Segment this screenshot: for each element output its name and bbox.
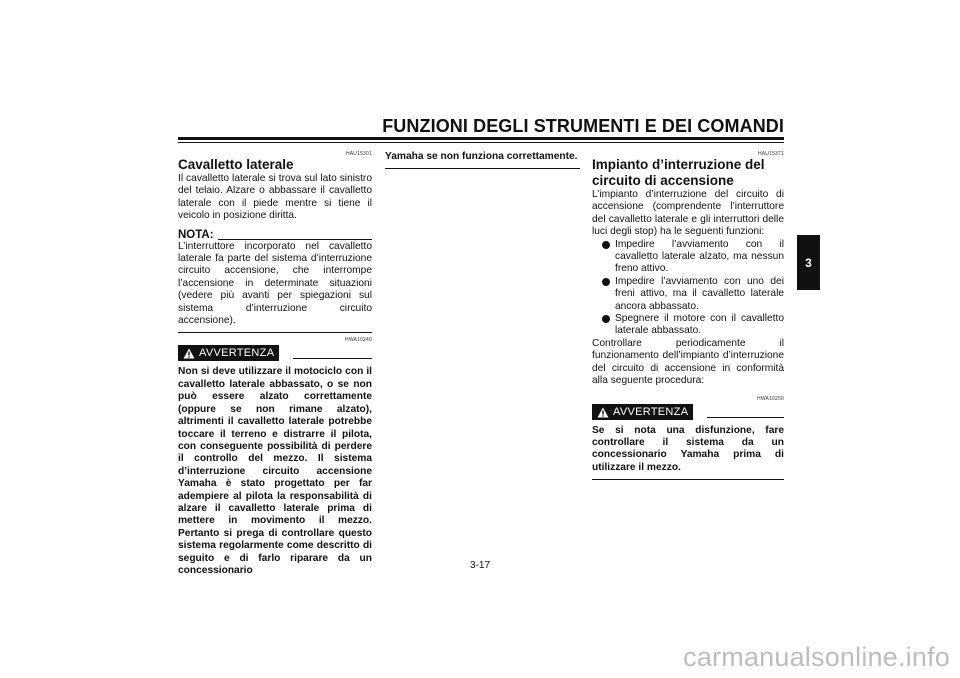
warning-header: [178, 345, 372, 361]
note-end-rule: [178, 332, 372, 333]
section-tab-label: 3: [805, 255, 812, 270]
function-list: [592, 239, 784, 338]
warning-paragraph-continued: Yamaha se non funziona correttamente.: [385, 151, 578, 162]
warning-header: [592, 404, 784, 420]
warning-badge: [178, 345, 279, 361]
bullet-icon: [602, 278, 610, 286]
column-middle: [385, 151, 580, 169]
bullet-icon: [602, 241, 610, 249]
note-label: NOTA:: [178, 228, 214, 241]
warning-paragraph: Se si nota una disfunzione, fare controllare il sistema da un concessionario Yamaha prima di utilizzare il mezzo.: [592, 424, 784, 473]
section-tab[interactable]: [797, 235, 820, 290]
column-right: [592, 151, 784, 480]
warning-triangle-icon: [597, 407, 609, 418]
list-item: Spegnere il motore con il cavalletto laterale abbassato.: [602, 313, 784, 338]
warning-triangle-icon: [183, 348, 195, 359]
warning-label: AVVERTENZA: [613, 405, 689, 418]
warning-code: HWA10240: [345, 337, 372, 344]
page-number: 3-17: [469, 560, 490, 571]
procedure-paragraph: Controllare periodicamente il funzionamento dell’impianto d’interruzione del circuito di accensione in conformità alla seguente procedura:: [592, 337, 784, 387]
section-heading: Impianto d’interruzione del circuito di accensione: [592, 157, 765, 188]
note-header: [178, 229, 372, 241]
list-item: Impedire l’avviamento con il cavalletto laterale alzato, ma nessun freno attivo.: [602, 239, 784, 276]
section-code: HAU15371: [757, 151, 784, 157]
header-rule-thin: [178, 142, 784, 143]
warning-label: AVVERTENZA: [199, 347, 275, 360]
bullet-icon: [602, 315, 610, 323]
warning-rule: [707, 417, 784, 418]
warning-code: HWA10250: [757, 395, 784, 402]
section-heading: Cavalletto laterale: [178, 157, 294, 172]
header-rule: [178, 137, 784, 140]
note-paragraph: L’interruttore incorporato nel cavalletto laterale fa parte del sistema d’interruzione circuito accensione, che interrompe l’accensione in determinate situazioni (vedere più avanti per spiegazioni sul sistema d’interruzione circuito accensione).: [178, 240, 372, 327]
warning-paragraph: Non si deve utilizzare il motociclo con il cavalletto laterale abbassato, o se non può essere alzato correttamente (oppure se non rimane alzato), altrimenti il cavalletto laterale potrebbe toccare il terreno e distrarre il pilota, con conseguente possibilità di perdere il controllo del mezzo. Il sistema d’interruzione circuito accensione Yamaha è stato progettato per far adempiere al pilota la responsabilità di alzare il cavalletto laterale prima di mettere in movimento il mezzo. Pertanto si prega di controllare questo sistema regolarmente come descritto di seguito e di farlo riparare da un concessionario: [178, 366, 372, 576]
intro-paragraph: L’impianto d’interruzione del circuito di accensione (comprendente l’interruttore del cavalletto laterale e gli interruttori delle luci degli stop) ha le seguenti funzioni:: [592, 189, 784, 238]
warning-rule: [293, 358, 372, 359]
warning-badge: [592, 404, 693, 420]
section-code: HAU15301: [345, 151, 372, 157]
list-item: Impedire l’avviamento con uno dei freni attivo, ma il cavalletto laterale ancora abbassato.: [602, 276, 784, 313]
page-title: FUNZIONI DEGLI STRUMENTI E DEI COMANDI: [382, 116, 784, 136]
column-left: [178, 151, 372, 577]
note-rule: [218, 239, 372, 240]
intro-paragraph: Il cavalletto laterale si trova sul lato sinistro del telaio. Alzare o abbassare il cavalletto laterale con il piede mentre si tiene il veicolo in posizione diritta.: [178, 173, 372, 222]
watermark: carmanualsonline.info: [683, 642, 950, 672]
warning-end-rule: [385, 168, 580, 169]
warning-end-rule: [592, 479, 784, 480]
